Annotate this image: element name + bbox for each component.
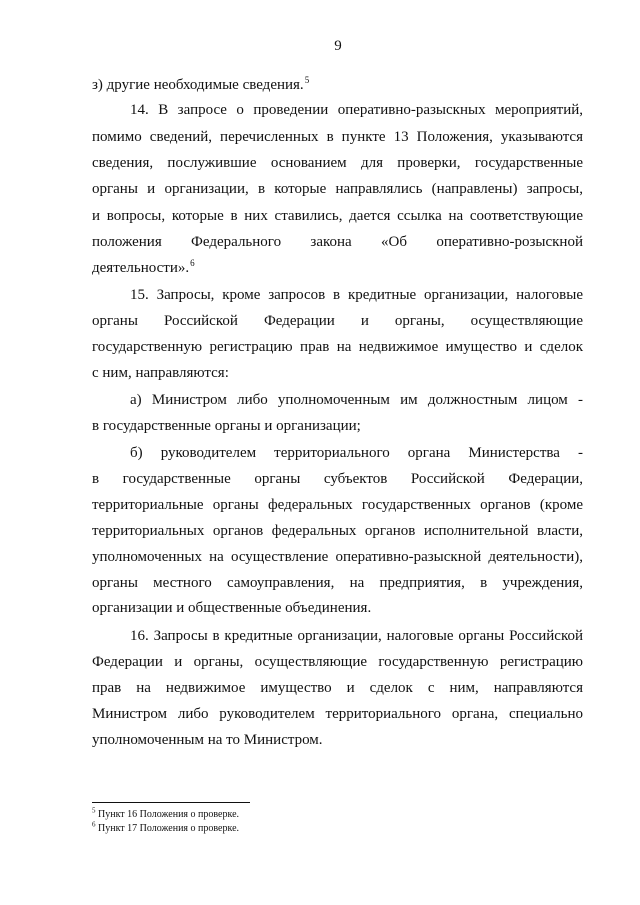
text-line: 14. В запросе о проведении оперативно-разыскных мероприятий, (130, 102, 583, 118)
text-line: территориальные органы федеральных государственных органов (кроме (92, 497, 583, 513)
footnote-text: Пункт 16 Положения о проверке. (98, 809, 240, 820)
footnote-number: 6 (92, 820, 96, 829)
text-line: Министром либо руководителем территориального органа, специально (92, 706, 583, 722)
text-line: государственную регистрацию прав на недвижимое имущество и сделок (92, 339, 583, 355)
text-line: а) Министром либо уполномоченным им должностным лицом - (130, 392, 583, 408)
page-number: 9 (334, 38, 342, 54)
text-line: и вопросы, которые в них ставились, дается ссылка на соответствующие (92, 208, 583, 224)
footnote-ref: 5 (304, 75, 310, 85)
text-line: сведения, послужившие основанием для проверки, государственные (92, 155, 583, 171)
text-line: б) руководителем территориального органа Министерства - (130, 445, 583, 461)
text-line: 15. Запросы, кроме запросов в кредитные организации, налоговые (130, 287, 583, 303)
text-line: с ним, направляются: (92, 365, 229, 381)
text-line: органы местного самоуправления, на предприятия, в учреждения, (92, 575, 583, 591)
text-line: в государственные органы субъектов Российской Федерации, (92, 471, 583, 487)
text-line: уполномоченным на то Министром. (92, 732, 323, 748)
text-line: положения Федерального закона «Об оперативно-розыскной (92, 234, 583, 250)
footnote-number: 5 (92, 806, 96, 815)
footnote-ref: 6 (190, 258, 195, 268)
text-line: территориальных органов федеральных органов исполнительной власти, (92, 523, 583, 539)
text-line: помимо сведений, перечисленных в пункте 13 Положения, указываются (92, 129, 583, 145)
footnote-separator (92, 802, 250, 803)
text-line: 16. Запросы в кредитные организации, налоговые органы Российской (130, 628, 583, 644)
text-line: уполномоченных на осуществление оперативно-разыскной деятельности), (92, 549, 583, 565)
text-line: организации и общественные объединения. (92, 600, 372, 616)
text-line: органы Российской Федерации и органы, осуществляющие (92, 313, 583, 329)
text-line (92, 76, 583, 94)
text-line: органы и организации, в которые направлялись (направлены) запросы, (92, 181, 583, 197)
text-line (92, 259, 583, 277)
text-line: Федерации и органы, осуществляющие государственную регистрацию (92, 654, 583, 670)
line-text: з) другие необходимые сведения. (92, 77, 304, 93)
line-text: деятельности». (92, 260, 190, 276)
text-line: в государственные органы и организации; (92, 418, 361, 434)
footnote-text: Пункт 17 Положения о проверке. (98, 823, 240, 834)
footnote-6 (92, 822, 392, 836)
text-line: прав на недвижимое имущество и сделок с ним, направляются (92, 680, 583, 696)
footnote-5 (92, 808, 392, 822)
